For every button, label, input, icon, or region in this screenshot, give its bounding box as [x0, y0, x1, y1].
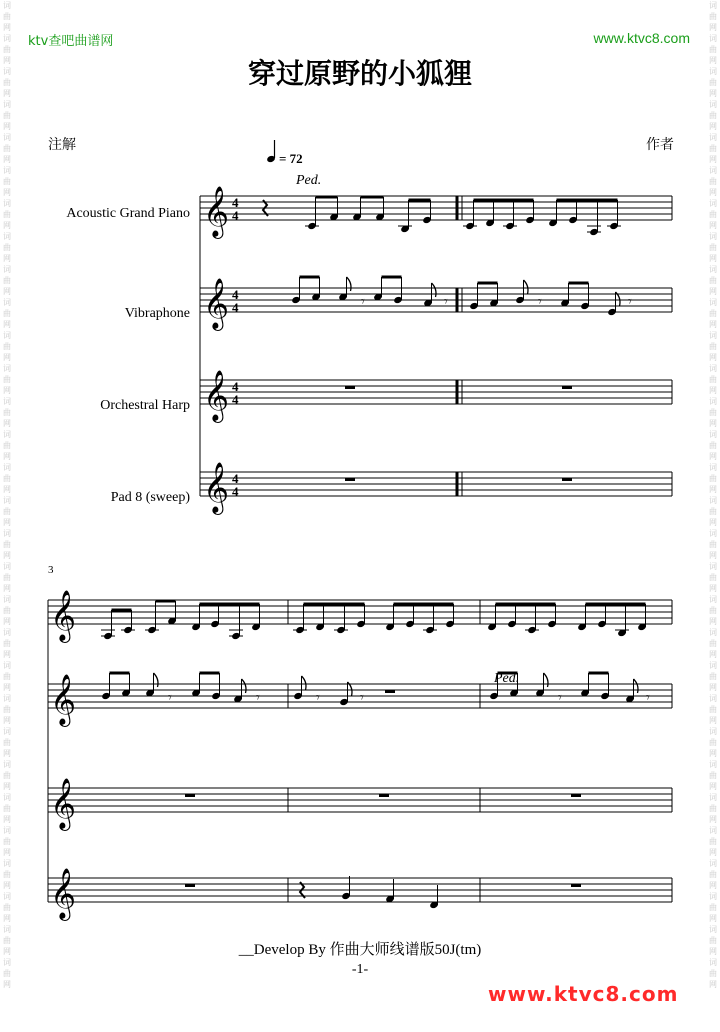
whole-rest: [379, 794, 389, 797]
time-signature-bottom: 4: [232, 300, 239, 315]
site-name-left[interactable]: ktv查吧曲谱网: [28, 34, 114, 49]
whole-rest: [185, 884, 195, 887]
whole-rest: [571, 884, 581, 887]
note-flag: [544, 673, 549, 687]
eighth-rest: 𝄾: [256, 690, 260, 706]
tempo-value: = 72: [279, 151, 303, 166]
time-signature-top: 4: [232, 379, 239, 394]
treble-clef-icon: 𝄞: [50, 590, 77, 641]
note-flag: [432, 283, 437, 297]
instrument-label-pad: Pad 8 (sweep): [110, 490, 190, 505]
whole-rest: [562, 386, 572, 389]
treble-clef-icon: 𝄞: [50, 778, 77, 829]
note-flag: [154, 673, 159, 687]
treble-clef-icon: 𝄞: [203, 462, 230, 513]
note-flag: [302, 676, 307, 690]
note-flag: [634, 679, 639, 693]
eighth-rest: 𝄾: [628, 294, 632, 310]
annotation-label: 注解: [48, 137, 76, 153]
time-signature-top: 4: [232, 287, 239, 302]
instrument-label-piano: Acoustic Grand Piano: [66, 206, 190, 221]
eighth-rest: 𝄾: [168, 690, 172, 706]
whole-rest: [185, 794, 195, 797]
time-signature-bottom: 4: [232, 392, 239, 407]
eighth-rest: 𝄾: [360, 690, 364, 706]
whole-rest: [345, 478, 355, 481]
time-signature-top: 4: [232, 195, 239, 210]
eighth-rest: 𝄾: [361, 294, 365, 310]
treble-clef-icon: 𝄞: [50, 868, 77, 919]
eighth-rest: 𝄾: [646, 690, 650, 706]
composer-label: 作者: [646, 137, 674, 153]
note-flag: [524, 280, 529, 294]
whole-rest: [345, 386, 355, 389]
watermark-left: 词 曲 网 词 曲 网 词 曲 网 词 曲 网 词 曲 网 词 曲 网 词 曲 网 词 曲 网 词 曲 网 词 曲 网 词 曲 网 词 曲 网 词 曲 网 词 曲 网 词 曲 网 词 曲 网 词 曲 网 词 曲 网 词 曲 网 词 曲 网 词 曲 网 词 曲 网 词 曲 网 词 曲 网 词 曲 网 词 曲 网 词 曲 网 词 曲 网 词 曲 网 词 曲 网: [3, 1, 11, 989]
time-signature-bottom: 4: [232, 484, 239, 499]
note-flag: [347, 277, 352, 291]
eighth-rest: 𝄾: [444, 294, 448, 310]
site-logo[interactable]: www.ktvc8.com: [488, 982, 679, 1006]
time-signature-bottom: 4: [232, 208, 239, 223]
time-signature-top: 4: [232, 471, 239, 486]
song-title: 穿过原野的小狐狸: [247, 57, 472, 90]
pedal-mark-2: Ped.: [494, 671, 520, 686]
whole-rest: [571, 794, 581, 797]
note-flag: [242, 679, 247, 693]
whole-rest: [562, 478, 572, 481]
instrument-label-vibraphone: Vibraphone: [124, 306, 190, 321]
eighth-rest: 𝄾: [558, 690, 562, 706]
whole-rest: [385, 690, 395, 693]
instrument-label-harp: Orchestral Harp: [100, 398, 190, 413]
tempo-mark: [266, 140, 302, 166]
pedal-mark: Ped.: [296, 173, 322, 188]
eighth-rest: 𝄾: [316, 690, 320, 706]
treble-clef-icon: 𝄞: [203, 278, 230, 329]
watermark-right: 词 曲 网 词 曲 网 词 曲 网 词 曲 网 词 曲 网 词 曲 网 词 曲 网 词 曲 网 词 曲 网 词 曲 网 词 曲 网 词 曲 网 词 曲 网 词 曲 网 词 曲 网 词 曲 网 词 曲 网 词 曲 网 词 曲 网 词 曲 网 词 曲 网 词 曲 网 词 曲 网 词 曲 网 词 曲 网 词 曲 网 词 曲 网 词 曲 网 词 曲 网 词 曲 网: [709, 1, 717, 989]
page-number: -1-: [351, 962, 369, 977]
treble-clef-icon: 𝄞: [203, 370, 230, 421]
measure-number: 3: [48, 564, 54, 576]
eighth-rest: 𝄾: [538, 294, 542, 310]
treble-clef-icon: 𝄞: [203, 186, 230, 237]
footer-credit: __Develop By 作曲大师线谱版50J(tm): [238, 942, 482, 958]
treble-clef-icon: 𝄞: [50, 674, 77, 725]
site-url-right[interactable]: www.ktvc8.com: [593, 30, 690, 46]
